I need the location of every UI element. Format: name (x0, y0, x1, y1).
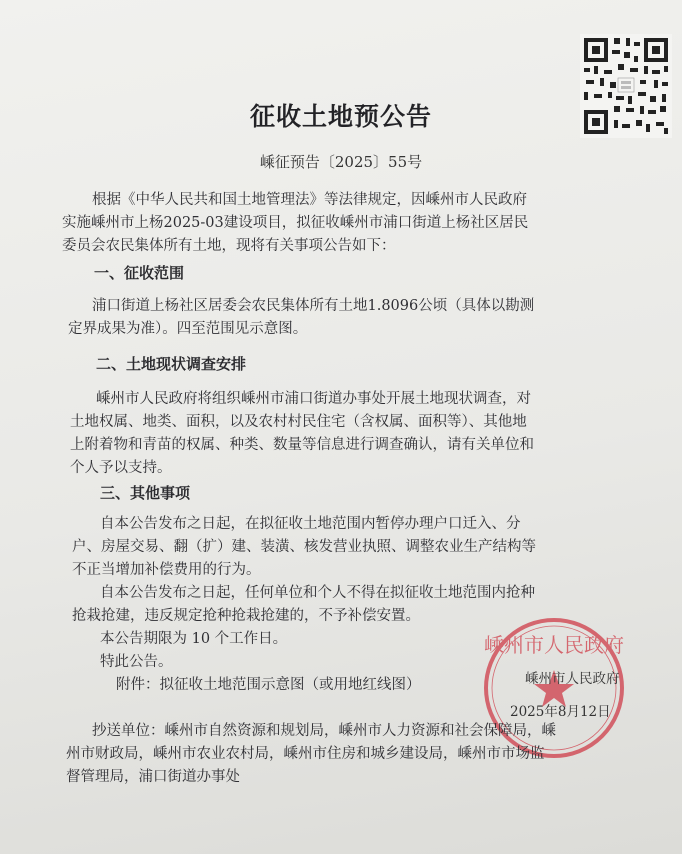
section-heading-survey: 二、土地现状调查安排 (96, 355, 247, 373)
other-line: 抢栽抢建，违反规定抢种抢栽抢建的，不予补偿安置。 (72, 608, 420, 624)
survey-line: 土地权属、地类、面积，以及农村村民住宅（含权属、面积等）、其他地 (70, 414, 527, 430)
survey-paragraph (70, 388, 534, 480)
section-heading-other: 三、其他事项 (100, 484, 191, 502)
cc-line: 州市财政局，嵊州市农业农村局，嵊州市住房和城乡建设局，嵊州市市场监 (66, 746, 545, 762)
other-line: 特此公告。 (100, 654, 173, 670)
cc-paragraph (66, 720, 556, 789)
intro-line: 根据《中华人民共和国土地管理法》等法律规定，因嵊州市人民政府 (92, 192, 527, 208)
page-title: 征收土地预公告 (249, 102, 432, 131)
signature-date: 2025年8月12日 (510, 704, 611, 720)
other-line: 户、房屋交易、翻（扩）建、装潢、核发营业执照、调整农业生产结构等 (72, 539, 536, 555)
other-line: 自本公告发布之日起，任何单位和个人不得在拟征收土地范围内抢种 (100, 585, 535, 601)
section-heading-scope: 一、征收范围 (94, 264, 185, 282)
scope-paragraph (68, 295, 534, 341)
other-paragraph (72, 513, 536, 697)
other-line: 本公告期限为 10 个工作日。 (100, 631, 288, 647)
intro-line: 实施嵊州市上杨2025-03建设项目，拟征收嵊州市浦口街道上杨社区居民 (62, 215, 529, 231)
intro-line: 委员会农民集体所有土地，现将有关事项公告如下： (62, 238, 396, 254)
document-number: 嵊征预告〔2025〕55号 (259, 153, 423, 171)
scope-line: 浦口街道上杨社区居委会农民集体所有土地1.8096公顷（具体以勘测 (92, 298, 535, 314)
cc-line: 抄送单位：嵊州市自然资源和规划局，嵊州市人力资源和社会保障局，嵊 (92, 723, 556, 739)
attachment-line: 附件：拟征收土地范围示意图（或用地红线图） (116, 677, 421, 693)
survey-line: 上附着物和青苗的权属、种类、数量等信息进行调查确认，请有关单位和 (70, 437, 534, 453)
survey-line: 嵊州市人民政府将组织嵊州市浦口街道办事处开展土地现状调查，对 (96, 391, 531, 407)
signature-org: 嵊州市人民政府 (525, 671, 620, 687)
survey-line: 个人予以支持。 (70, 460, 172, 476)
intro-paragraph (62, 189, 528, 258)
scope-line: 定界成果为准）。四至范围见示意图。 (68, 321, 308, 337)
other-line: 自本公告发布之日起，在拟征收土地范围内暂停办理户口迁入、分 (100, 516, 521, 532)
other-line: 不正当增加补偿费用的行为。 (72, 562, 261, 578)
cc-line: 督管理局，浦口街道办事处 (66, 769, 240, 785)
seal-text: 嵊州市人民政府 (484, 633, 624, 657)
